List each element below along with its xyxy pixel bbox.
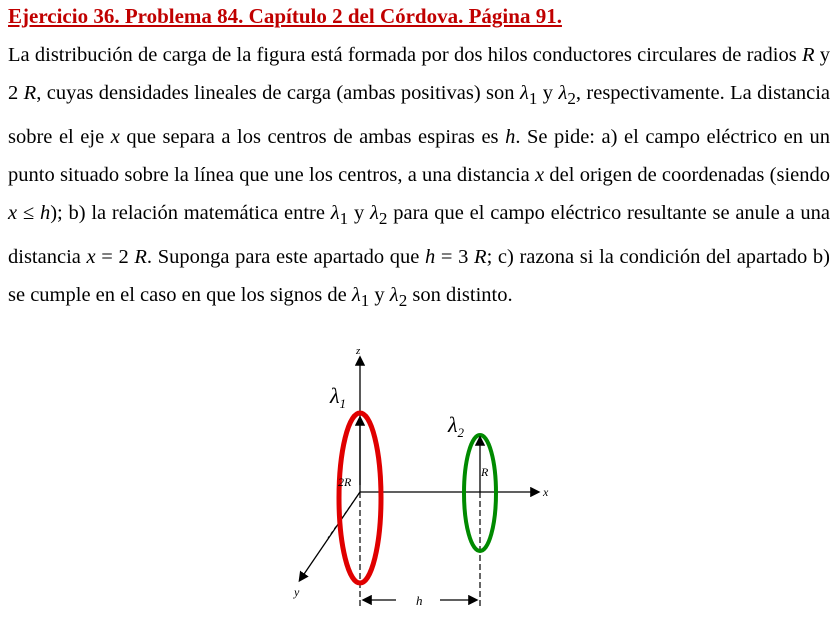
ring2-radius-label: R [481, 465, 489, 479]
ring1-radius-label: 2R [338, 475, 352, 489]
distance-label: h [416, 593, 423, 608]
exercise-title: Ejercicio 36. Problema 84. Capítulo 2 del Córdova. Página 91. [8, 4, 562, 28]
charge-distribution-figure [280, 340, 560, 626]
y-axis-label: y [294, 585, 300, 599]
x-axis-label: x [543, 485, 549, 499]
figure-svg [280, 340, 560, 626]
z-axis-label: z [356, 345, 361, 357]
ring2-lambda-label: $\lambda_2$ [448, 412, 465, 440]
problem-statement: La distribución de carga de la figura está formada por dos hilos conductores circulares de radios R y 2 R, cuyas densidades lineales de carga (ambas positivas) son $\lambda_1$ y $\lambda_2$, respectivamente. La distancia sobre el eje x que separa a los centros de ambas espiras es h. Se pide: a) el campo eléctrico en un punto situado sobre la línea que une los centros, a una distancia x del origen de coordenadas (siendo x ≤ h); b) la relación matemática entre $\lambda_1$ y $\lambda_2$ para que el campo eléctrico resultante se anule a una distancia x = 2 R. Suponga para este apartado que h = 3 R; c) razona si la condición del apartado b) se cumple en el caso en que los signos de $\lambda_1$ y $\lambda_2$ son distinto. [8, 44, 830, 311]
ring1-lambda-label: $\lambda_1$ [330, 383, 347, 411]
y-axis [300, 492, 360, 580]
